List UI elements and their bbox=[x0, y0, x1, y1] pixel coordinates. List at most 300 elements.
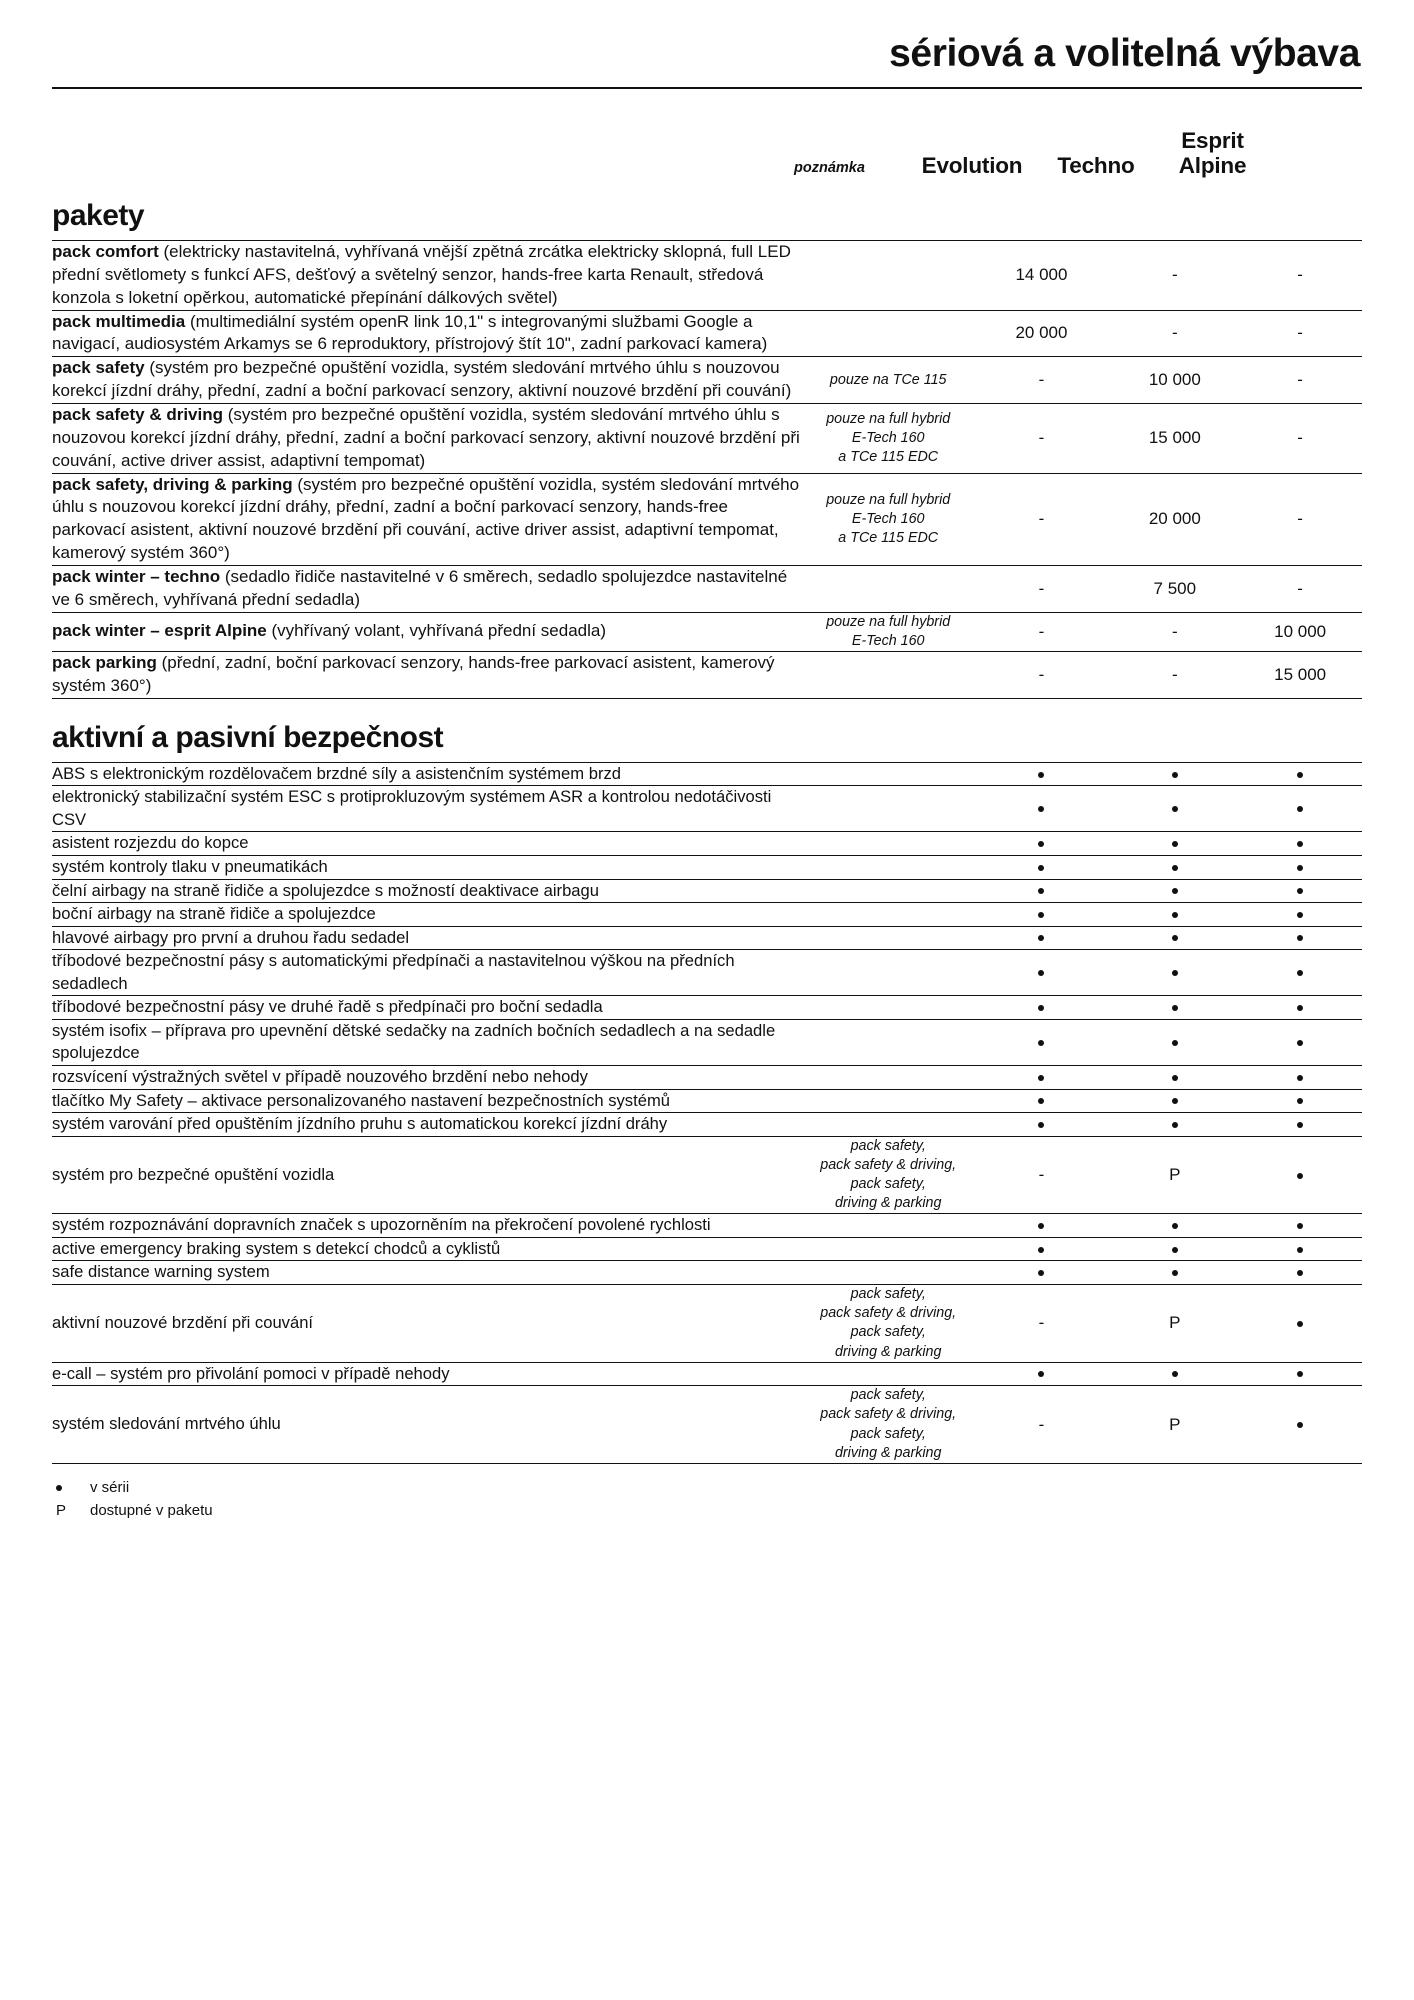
value-esprit-alpine bbox=[1238, 473, 1362, 565]
note-line: pouze na full hybrid bbox=[826, 410, 951, 427]
feature-description: tříbodové bezpečnostní pásy ve druhé řadě s předpínači pro boční sedadla bbox=[52, 997, 603, 1017]
value-techno bbox=[1111, 950, 1238, 996]
value-text: - bbox=[1038, 664, 1045, 684]
standard-dot-icon bbox=[1297, 841, 1303, 847]
feature-note bbox=[805, 1136, 972, 1214]
table-row bbox=[52, 310, 1362, 357]
value-evolution bbox=[972, 762, 1112, 786]
table-row bbox=[52, 786, 1362, 832]
standard-dot-icon bbox=[1038, 912, 1044, 918]
section-title-bezpecnost: aktivní a pasivní bezpečnost bbox=[52, 720, 444, 754]
value-techno bbox=[1111, 786, 1238, 832]
value-esprit-alpine bbox=[1238, 1237, 1362, 1261]
value-evolution bbox=[972, 926, 1112, 950]
feature-note bbox=[805, 1113, 972, 1137]
feature-description: systém sledování mrtvého úhlu bbox=[52, 1414, 281, 1434]
note-line: pack safety & driving, bbox=[820, 1406, 957, 1423]
note-line: E-Tech 160 bbox=[851, 429, 925, 446]
feature-note bbox=[805, 240, 972, 310]
value-evolution bbox=[972, 855, 1112, 879]
value-evolution bbox=[972, 240, 1112, 310]
package-marker: P bbox=[1169, 1414, 1181, 1434]
sections-container bbox=[52, 199, 1362, 1464]
standard-dot-icon bbox=[1172, 912, 1178, 918]
column-header-techno: Techno bbox=[1057, 152, 1135, 178]
value-esprit-alpine bbox=[1238, 855, 1362, 879]
feature-description: systém rozpoznávání dopravních značek s upozorněním na překročení povolené rychlosti bbox=[52, 1215, 711, 1235]
package-marker: P bbox=[1169, 1165, 1181, 1185]
value-esprit-alpine bbox=[1238, 652, 1362, 699]
note-line: pack safety, bbox=[850, 1425, 926, 1442]
standard-dot-icon bbox=[1297, 1122, 1303, 1128]
note-line: driving & parking bbox=[834, 1343, 942, 1360]
standard-dot-icon bbox=[1038, 1005, 1044, 1011]
table-row bbox=[52, 996, 1362, 1020]
value-text: - bbox=[1038, 428, 1045, 448]
note-line: pouze na full hybrid bbox=[826, 491, 951, 508]
feature-name: pack winter – techno bbox=[52, 566, 221, 586]
feature-description: pack winter – techno (sedadlo řidiče nastavitelné v 6 směrech, sedadlo spolujezdce nastavitelné ve 6 směrech, vyhřívaná přední sedadla) bbox=[52, 566, 788, 609]
feature-description: systém isofix – příprava pro upevnění dětské sedačky na zadních bočních sedadlech a na sedadle spolujezdce bbox=[52, 1020, 776, 1063]
value-techno bbox=[1111, 1066, 1238, 1090]
value-techno bbox=[1111, 1362, 1238, 1386]
feature-note bbox=[805, 855, 972, 879]
note-line: driving & parking bbox=[834, 1195, 942, 1212]
standard-dot-icon bbox=[1038, 935, 1044, 941]
standard-dot-icon bbox=[1172, 1247, 1178, 1253]
value-esprit-alpine bbox=[1238, 1019, 1362, 1065]
table-row bbox=[52, 1066, 1362, 1090]
feature-note bbox=[805, 403, 972, 473]
table-row bbox=[52, 926, 1362, 950]
feature-description: tlačítko My Safety – aktivace personalizovaného nastavení bezpečnostních systémů bbox=[52, 1090, 670, 1110]
value-esprit-alpine bbox=[1238, 1089, 1362, 1113]
value-text: 15 000 bbox=[1274, 664, 1327, 684]
feature-note bbox=[805, 357, 972, 404]
table-row bbox=[52, 1237, 1362, 1261]
value-text: 10 000 bbox=[1274, 621, 1327, 641]
value-esprit-alpine bbox=[1238, 1136, 1362, 1214]
feature-note bbox=[805, 786, 972, 832]
standard-dot-icon bbox=[1038, 1371, 1044, 1377]
value-esprit-alpine bbox=[1238, 1362, 1362, 1386]
standard-dot-icon bbox=[1172, 1098, 1178, 1104]
standard-dot-icon bbox=[1297, 772, 1303, 778]
standard-dot-icon bbox=[1297, 1371, 1303, 1377]
column-header-esprit-line2: Alpine bbox=[1178, 152, 1247, 178]
value-esprit-alpine bbox=[1238, 950, 1362, 996]
standard-dot-icon bbox=[1038, 1122, 1044, 1128]
standard-dot-icon bbox=[1038, 1075, 1044, 1081]
legend-text: dostupné v paketu bbox=[90, 1502, 213, 1520]
standard-dot-icon bbox=[1172, 1270, 1178, 1276]
table-row bbox=[52, 1113, 1362, 1137]
feature-note bbox=[805, 1066, 972, 1090]
legend-row bbox=[52, 1499, 1362, 1522]
feature-note bbox=[805, 1386, 972, 1464]
feature-note bbox=[805, 652, 972, 699]
value-text: - bbox=[1297, 428, 1303, 448]
value-evolution bbox=[972, 1237, 1112, 1261]
standard-dot-icon bbox=[1297, 1247, 1303, 1253]
feature-note bbox=[805, 612, 972, 651]
standard-dot-icon bbox=[1297, 970, 1303, 976]
feature-note bbox=[805, 1237, 972, 1261]
value-evolution bbox=[972, 832, 1112, 856]
standard-dot-icon bbox=[1172, 1005, 1178, 1011]
page-title: sériová a volitelná výbava bbox=[889, 32, 1360, 75]
feature-name: pack comfort bbox=[52, 241, 159, 261]
feature-description: pack safety (systém pro bezpečné opuštění vozidla, systém sledování mrtvého úhlu s nouzovou korekcí jízdní dráhy, přední, zadní a boční parkovací senzory, aktivní nouzové brzdění při couvání) bbox=[52, 358, 792, 401]
note-line: E-Tech 160 bbox=[851, 632, 925, 649]
feature-description: tříbodové bezpečnostní pásy s automatickými předpínači a nastavitelnou výškou na předních sedadlech bbox=[52, 951, 735, 993]
value-techno bbox=[1111, 1261, 1238, 1285]
note-line: pouze na TCe 115 bbox=[829, 371, 947, 388]
value-techno bbox=[1111, 903, 1238, 927]
note-line: pack safety, bbox=[850, 1286, 926, 1303]
value-evolution bbox=[972, 1089, 1112, 1113]
value-text: - bbox=[1297, 370, 1303, 390]
note-line: E-Tech 160 bbox=[851, 510, 925, 527]
value-esprit-alpine bbox=[1238, 786, 1362, 832]
spec-table-pakety bbox=[52, 240, 1362, 699]
feature-note bbox=[805, 1019, 972, 1065]
standard-dot-icon bbox=[1172, 1371, 1178, 1377]
note-line: pack safety & driving, bbox=[820, 1305, 957, 1322]
value-esprit-alpine bbox=[1238, 1386, 1362, 1464]
value-evolution bbox=[972, 473, 1112, 565]
column-header-esprit-alpine bbox=[1155, 128, 1270, 183]
value-esprit-alpine bbox=[1238, 996, 1362, 1020]
value-evolution bbox=[972, 1113, 1112, 1137]
feature-note bbox=[805, 310, 972, 357]
standard-dot-icon bbox=[1297, 1270, 1303, 1276]
value-text: - bbox=[1297, 265, 1303, 285]
standard-dot-icon bbox=[1038, 772, 1044, 778]
section-title-pakety: pakety bbox=[52, 198, 145, 232]
standard-dot-icon bbox=[1038, 1098, 1044, 1104]
note-line: pack safety, bbox=[850, 1387, 926, 1404]
value-esprit-alpine bbox=[1238, 1285, 1362, 1363]
table-row bbox=[52, 1019, 1362, 1065]
value-evolution bbox=[972, 1136, 1112, 1214]
feature-description: asistent rozjezdu do kopce bbox=[52, 833, 249, 853]
value-evolution bbox=[972, 879, 1112, 903]
table-row bbox=[52, 612, 1362, 651]
table-row bbox=[52, 240, 1362, 310]
standard-dot-icon bbox=[1297, 1098, 1303, 1104]
value-techno bbox=[1111, 473, 1238, 565]
feature-description: rozsvícení výstražných světel v případě nouzového brzdění nebo nehody bbox=[52, 1067, 588, 1087]
value-esprit-alpine bbox=[1238, 832, 1362, 856]
feature-note bbox=[805, 473, 972, 565]
value-techno bbox=[1111, 612, 1238, 651]
standard-dot-icon bbox=[1297, 1321, 1303, 1327]
standard-dot-icon bbox=[1172, 865, 1178, 871]
standard-dot-icon bbox=[1038, 1040, 1044, 1046]
feature-name: pack parking bbox=[52, 653, 157, 672]
value-text: 20 000 bbox=[1148, 509, 1201, 529]
standard-dot-icon bbox=[1038, 888, 1044, 894]
feature-description: aktivní nouzové brzdění při couvání bbox=[52, 1313, 314, 1333]
feature-description: elektronický stabilizační systém ESC s protiprokluzovým systémem ASR a kontrolou nedotáčivosti CSV bbox=[52, 787, 772, 829]
feature-note bbox=[805, 950, 972, 996]
value-evolution bbox=[972, 612, 1112, 651]
value-evolution bbox=[972, 652, 1112, 699]
value-evolution bbox=[972, 1285, 1112, 1363]
value-evolution bbox=[972, 1362, 1112, 1386]
feature-note bbox=[805, 1214, 972, 1238]
column-header-note: poznámka bbox=[794, 159, 865, 176]
value-evolution bbox=[972, 403, 1112, 473]
standard-dot-icon bbox=[1038, 970, 1044, 976]
note-line: a TCe 115 EDC bbox=[838, 448, 939, 465]
table-row bbox=[52, 855, 1362, 879]
feature-description: pack multimedia (multimediální systém openR link 10,1" s integrovanými službami Google a navigací, audiosystém Arkamys se 6 reproduktory, přístrojový štít 10", zadní parkovací kamera) bbox=[52, 311, 768, 354]
feature-note bbox=[805, 879, 972, 903]
value-techno bbox=[1111, 565, 1238, 612]
standard-dot-icon bbox=[1297, 1173, 1303, 1179]
feature-description: safe distance warning system bbox=[52, 1262, 270, 1282]
value-evolution bbox=[972, 996, 1112, 1020]
value-evolution bbox=[972, 1214, 1112, 1238]
value-techno bbox=[1111, 855, 1238, 879]
value-esprit-alpine bbox=[1238, 1113, 1362, 1137]
value-evolution bbox=[972, 950, 1112, 996]
standard-dot-icon bbox=[1297, 935, 1303, 941]
standard-dot-icon bbox=[1038, 1270, 1044, 1276]
value-techno bbox=[1111, 240, 1238, 310]
note-line: pack safety, bbox=[850, 1324, 926, 1341]
table-row bbox=[52, 1089, 1362, 1113]
feature-name: pack multimedia bbox=[52, 311, 186, 331]
table-row bbox=[52, 357, 1362, 404]
standard-dot-icon bbox=[1038, 806, 1044, 812]
table-row bbox=[52, 1285, 1362, 1363]
feature-name: pack winter – esprit Alpine bbox=[52, 621, 267, 641]
feature-note bbox=[805, 832, 972, 856]
table-row bbox=[52, 762, 1362, 786]
value-evolution bbox=[972, 1386, 1112, 1464]
feature-note bbox=[805, 565, 972, 612]
package-marker: P bbox=[1169, 1313, 1181, 1333]
standard-dot-icon bbox=[1297, 806, 1303, 812]
feature-description: pack winter – esprit Alpine (vyhřívaný volant, vyhřívaná přední sedadla) bbox=[52, 621, 607, 641]
value-text: - bbox=[1297, 578, 1303, 598]
note-line: pack safety, bbox=[850, 1176, 926, 1193]
standard-dot-icon bbox=[1297, 888, 1303, 894]
standard-dot-icon bbox=[1172, 772, 1178, 778]
value-techno bbox=[1111, 926, 1238, 950]
feature-description: boční airbagy na straně řidiče a spolujezdce bbox=[52, 904, 376, 924]
standard-dot-icon bbox=[1172, 1075, 1178, 1081]
standard-dot-icon bbox=[1172, 935, 1178, 941]
feature-description: active emergency braking system s detekcí chodců a cyklistů bbox=[52, 1238, 501, 1258]
table-row bbox=[52, 565, 1362, 612]
value-text: - bbox=[1171, 323, 1178, 343]
standard-dot-icon bbox=[56, 1485, 62, 1491]
value-techno bbox=[1111, 1019, 1238, 1065]
value-techno bbox=[1111, 1285, 1238, 1363]
legend-row bbox=[52, 1476, 1362, 1499]
table-row bbox=[52, 1261, 1362, 1285]
column-header-evolution: Evolution bbox=[921, 152, 1023, 178]
table-row bbox=[52, 652, 1362, 699]
table-row bbox=[52, 1362, 1362, 1386]
standard-dot-icon bbox=[1038, 1247, 1044, 1253]
standard-dot-icon bbox=[1172, 970, 1178, 976]
feature-note bbox=[805, 1362, 972, 1386]
standard-dot-icon bbox=[1172, 841, 1178, 847]
value-text: 14 000 bbox=[1015, 265, 1068, 285]
feature-description: pack safety, driving & parking (systém pro bezpečné opuštění vozidla, systém sledování mrtvého úhlu s nouzovou korekcí jízdní dráhy, přední, zadní a boční parkovací senzory, hands-free parkovací asistent, aktivní nouzové brzdění při couvání, active driver assist, adaptivní tempomat, kamerový systém 360°) bbox=[52, 474, 800, 563]
value-evolution bbox=[972, 786, 1112, 832]
note-line: driving & parking bbox=[834, 1444, 942, 1461]
value-techno bbox=[1111, 310, 1238, 357]
value-techno bbox=[1111, 1089, 1238, 1113]
standard-dot-icon bbox=[1038, 841, 1044, 847]
value-text: - bbox=[1038, 1165, 1045, 1185]
value-techno bbox=[1111, 832, 1238, 856]
value-techno bbox=[1111, 762, 1238, 786]
table-row bbox=[52, 403, 1362, 473]
standard-dot-icon bbox=[1297, 912, 1303, 918]
value-text: - bbox=[1171, 664, 1178, 684]
spec-table-bezpecnost bbox=[52, 762, 1362, 1464]
standard-dot-icon bbox=[1038, 1223, 1044, 1229]
value-text: 7 500 bbox=[1153, 578, 1197, 598]
feature-description: hlavové airbagy pro první a druhou řadu sedadel bbox=[52, 927, 410, 947]
value-esprit-alpine bbox=[1238, 612, 1362, 651]
legend-symbol: P bbox=[56, 1502, 67, 1520]
value-techno bbox=[1111, 1386, 1238, 1464]
feature-description: pack comfort (elektricky nastavitelná, vyhřívaná vnější zpětná zrcátka elektricky sklopná, full LED přední světlomety s funkcí AFS, dešťový a světelný senzor, hands-free karta Renault, středová konzola s loketní opěrkou, automatické přepínání dálkových světel) bbox=[52, 241, 791, 307]
feature-description: pack safety & driving (systém pro bezpečné opuštění vozidla, systém sledování mrtvého úhlu s nouzovou korekcí jízdní dráhy, přední, zadní a boční parkovací senzory, aktivní nouzové brzdění při couvání, active driver assist, adaptivní tempomat) bbox=[52, 404, 800, 470]
value-text: - bbox=[1171, 621, 1178, 641]
value-esprit-alpine bbox=[1238, 762, 1362, 786]
column-header-row bbox=[52, 89, 1362, 183]
value-esprit-alpine bbox=[1238, 357, 1362, 404]
feature-description: systém kontroly tlaku v pneumatikách bbox=[52, 856, 328, 876]
standard-dot-icon bbox=[1172, 1040, 1178, 1046]
value-esprit-alpine bbox=[1238, 240, 1362, 310]
value-text: - bbox=[1038, 1313, 1045, 1333]
note-line: pack safety, bbox=[850, 1137, 926, 1154]
value-text: - bbox=[1038, 509, 1045, 529]
standard-dot-icon bbox=[1172, 1223, 1178, 1229]
table-row bbox=[52, 950, 1362, 996]
table-row bbox=[52, 473, 1362, 565]
table-row bbox=[52, 1214, 1362, 1238]
value-techno bbox=[1111, 1136, 1238, 1214]
value-techno bbox=[1111, 1113, 1238, 1137]
value-techno bbox=[1111, 1214, 1238, 1238]
legend-text: v sérii bbox=[90, 1478, 130, 1496]
value-esprit-alpine bbox=[1238, 879, 1362, 903]
value-text: - bbox=[1297, 509, 1303, 529]
feature-note bbox=[805, 1285, 972, 1363]
table-row bbox=[52, 879, 1362, 903]
standard-dot-icon bbox=[1038, 865, 1044, 871]
value-text: - bbox=[1171, 265, 1178, 285]
value-evolution bbox=[972, 357, 1112, 404]
value-techno bbox=[1111, 996, 1238, 1020]
value-esprit-alpine bbox=[1238, 1214, 1362, 1238]
value-evolution bbox=[972, 1066, 1112, 1090]
value-evolution bbox=[972, 310, 1112, 357]
note-line: a TCe 115 EDC bbox=[838, 529, 939, 546]
feature-note bbox=[805, 996, 972, 1020]
value-techno bbox=[1111, 879, 1238, 903]
standard-dot-icon bbox=[1297, 1005, 1303, 1011]
feature-note bbox=[805, 1089, 972, 1113]
value-evolution bbox=[972, 1019, 1112, 1065]
value-text: - bbox=[1038, 578, 1045, 598]
value-techno bbox=[1111, 403, 1238, 473]
feature-note bbox=[805, 1261, 972, 1285]
table-row bbox=[52, 1136, 1362, 1214]
table-row bbox=[52, 832, 1362, 856]
feature-description: ABS s elektronickým rozdělovačem brzdné síly a asistenčním systémem brzd bbox=[52, 763, 622, 783]
legend-symbol bbox=[52, 1476, 90, 1499]
value-esprit-alpine bbox=[1238, 903, 1362, 927]
feature-name: pack safety bbox=[52, 358, 145, 378]
value-esprit-alpine bbox=[1238, 1261, 1362, 1285]
table-row bbox=[52, 903, 1362, 927]
value-evolution bbox=[972, 565, 1112, 612]
value-text: 10 000 bbox=[1148, 370, 1201, 390]
value-esprit-alpine bbox=[1238, 403, 1362, 473]
value-text: - bbox=[1297, 323, 1303, 343]
feature-name: pack safety & driving bbox=[52, 404, 224, 424]
feature-description: systém varování před opuštěním jízdního pruhu s automatickou korekcí jízdní dráhy bbox=[52, 1114, 668, 1134]
standard-dot-icon bbox=[1297, 1075, 1303, 1081]
value-esprit-alpine bbox=[1238, 1066, 1362, 1090]
feature-note bbox=[805, 762, 972, 786]
value-text: 15 000 bbox=[1148, 428, 1201, 448]
value-techno bbox=[1111, 1237, 1238, 1261]
standard-dot-icon bbox=[1172, 888, 1178, 894]
value-text: - bbox=[1038, 370, 1045, 390]
feature-description: čelní airbagy na straně řidiče a spolujezdce s možností deaktivace airbagu bbox=[52, 880, 599, 900]
value-evolution bbox=[972, 903, 1112, 927]
feature-description: e-call – systém pro přivolání pomoci v případě nehody bbox=[52, 1363, 450, 1383]
standard-dot-icon bbox=[1172, 1122, 1178, 1128]
value-text: 20 000 bbox=[1015, 323, 1068, 343]
value-esprit-alpine bbox=[1238, 565, 1362, 612]
legend bbox=[52, 1476, 1362, 1523]
feature-description: pack parking (přední, zadní, boční parkovací senzory, hands-free parkovací asistent, kamerový systém 360°) bbox=[52, 653, 775, 695]
feature-note bbox=[805, 926, 972, 950]
feature-note bbox=[805, 903, 972, 927]
value-text: - bbox=[1038, 621, 1045, 641]
column-header-esprit-line1: Esprit bbox=[1181, 127, 1244, 153]
note-line: pouze na full hybrid bbox=[826, 613, 951, 630]
standard-dot-icon bbox=[1297, 1422, 1303, 1428]
value-techno bbox=[1111, 652, 1238, 699]
value-esprit-alpine bbox=[1238, 926, 1362, 950]
feature-name: pack safety, driving & parking bbox=[52, 474, 293, 494]
value-text: - bbox=[1038, 1414, 1045, 1434]
table-row bbox=[52, 1386, 1362, 1464]
standard-dot-icon bbox=[1297, 865, 1303, 871]
feature-description: systém pro bezpečné opuštění vozidla bbox=[52, 1164, 335, 1184]
value-techno bbox=[1111, 357, 1238, 404]
value-esprit-alpine bbox=[1238, 310, 1362, 357]
value-evolution bbox=[972, 1261, 1112, 1285]
note-line: pack safety & driving, bbox=[820, 1156, 957, 1173]
standard-dot-icon bbox=[1297, 1223, 1303, 1229]
